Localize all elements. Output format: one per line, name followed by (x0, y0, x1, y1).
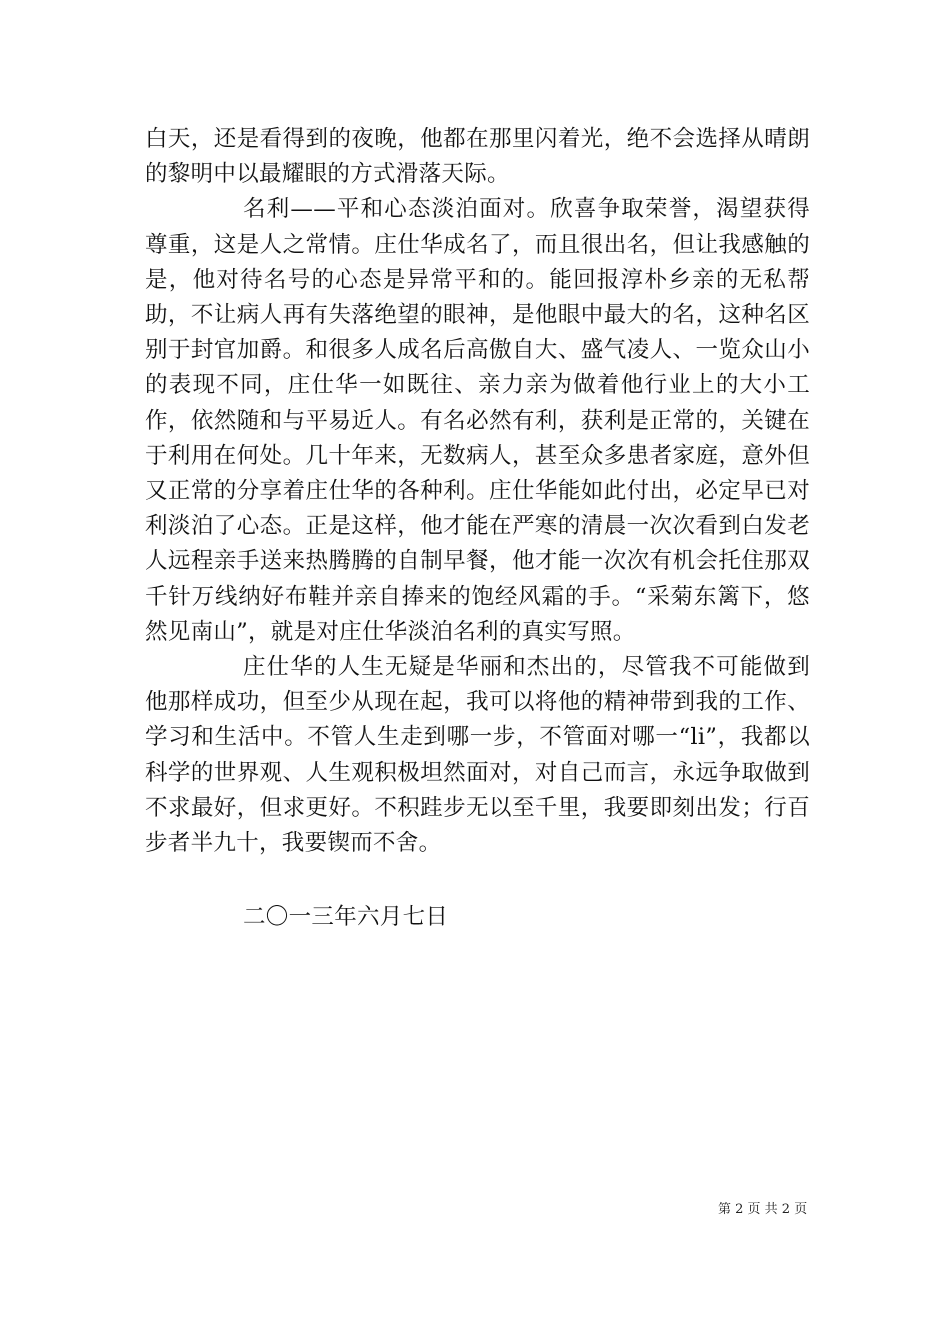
paragraph-fame-and-profit: 名利——平和心态淡泊面对。欣喜争取荣誉，渴望获得尊重，这是人之常情。庄仕华成名了，而且很出名，但让我感触的是，他对待名号的心态是异常平和的。能回报淳朴乡亲的无私帮助，不让病人再有失落绝望的眼神，是他眼中最大的名，这种名区别于封官加爵。和很多人成名后高傲自大、盛气凌人、一览众山小的表现不同，庄仕华一如既往、亲力亲为做着他行业上的大小工作，依然随和与平易近人。有名必然有利，获利是正常的，关键在于利用在何处。几十年来，无数病人，甚至众多患者家庭，意外但又正常的分享着庄仕华的各种利。庄仕华能如此付出，必定早已对利淡泊了心态。正是这样，他才能在严寒的清晨一次次看到白发老人远程亲手送来热腾腾的自制早餐，他才能一次次有机会托住那双千针万线纳好布鞋并亲自捧来的饱经风霜的手。“采菊东篱下，悠然见南山”，就是对庄仕华淡泊名利的真实写照。 (145, 196, 810, 645)
paragraph-conclusion: 庄仕华的人生无疑是华丽和杰出的，尽管我不可能做到他那样成功，但至少从现在起，我可以将他的精神带到我的工作、学习和生活中。不管人生走到哪一步，不管面对哪一“li”，我都以科学的世界观、人生观积极坦然面对，对自己而言，永远争取做到不求最好，但求更好。不积跬步无以至千里，我要即刻出发；行百步者半九十，我要锲而不舍。 (145, 654, 810, 857)
page-number-footer: 第 2 页 共 2 页 (718, 1202, 808, 1217)
document-date: 二〇一三年六月七日 (243, 904, 449, 930)
paragraph-continuation: 白天，还是看得到的夜晚，他都在那里闪着光，绝不会选择从晴朗的黎明中以最耀眼的方式滑落天际。 (145, 126, 810, 188)
document-body (145, 122, 810, 861)
